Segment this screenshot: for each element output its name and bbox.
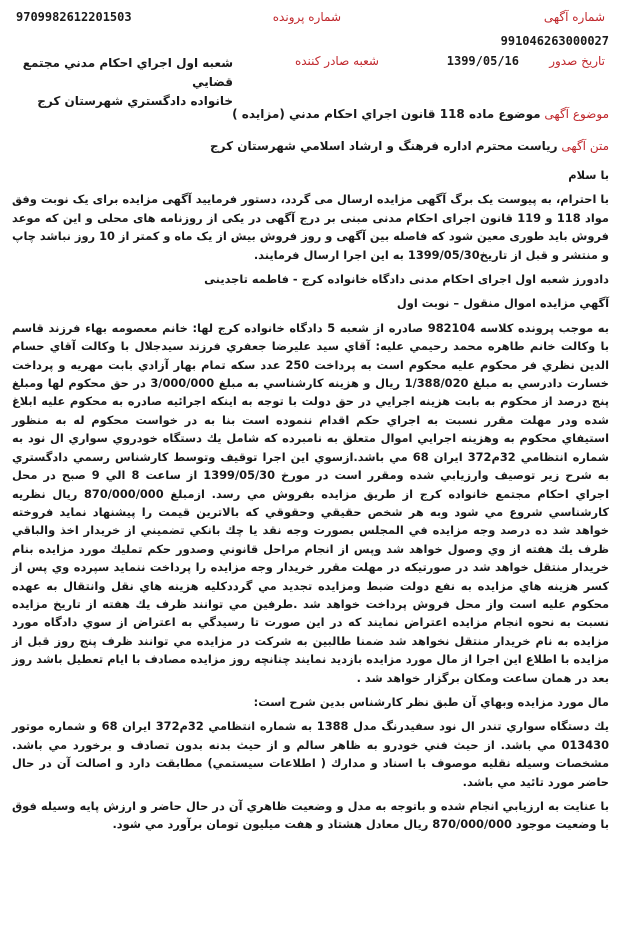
case-number-label: شماره پرونده xyxy=(272,10,341,24)
subject-label: موضوع آگهی xyxy=(544,107,609,121)
intro-paragraph: با احترام، به پیوست یک برگ آگهی مزایده ارسال می گردد، دستور فرمایید آگهی مزایده برای یک نوبت وفق مواد 118 و 119 قانون اجرای احکام مدنی مبنی بر درج آگهی در یکی از روزنامه های محلی و این که موعد فروش باید طوری معین شود که فاصله بین آگهی و روز فروش بیش از یک ماه و کمتر از 10 روز نباشد چاپ و منتشر و قبل از تاریخ1399/05/30 به این اجرا ارسال فرمایند. xyxy=(12,192,609,262)
vehicle-paragraph: يك دستگاه سواري تندر ال نود سفيدرنگ مدل 1388 به شماره انتظامي 32م372 ايران 68 و شماره موتور 013430 مي باشد. از حيث فني خودرو به ظاهر سالم و از حيث بدنه بدون تصادف و برخورد مي باشد. مشخصات وسيله نقليه موصوف با اسناد و مدارك ( اطلاعات سيستمي) مطابقت دارد و اصالت آن در حال حاضر مورد تائيد مي باشد. xyxy=(12,719,610,789)
text-row xyxy=(12,136,609,156)
text-label: متن آگهی xyxy=(561,139,609,153)
issuing-branch-line1: شعبه اول اجراي احكام مدني مجتمع قضايي xyxy=(22,56,233,89)
issue-date: 1399/05/16 xyxy=(446,54,519,68)
notice-number: 991046263000027 xyxy=(500,34,609,48)
valuation-paragraph: با عنايت به ارزيابي انجام شده و باتوجه به مدل و وضعيت ظاهري آن در حال حاضر و ارزش پايه وسيله فوق با وضعيت موجود 870/000/000 ريال معادل هشتاد و هفت ميليون تومان برآورد مي شود. xyxy=(12,799,609,832)
notice-number-label: شماره آگهی xyxy=(543,10,605,24)
notice-title: آگهي مزايده اموال منقول – نوبت اول xyxy=(396,296,609,311)
main-paragraph: به موجب پرونده كلاسه 982104 صادره از شعبه 5 دادگاه خانواده كرج لها: خانم معصومه بهاء فرزند قاسم با وكالت خانم طاهره محمد رحيمي عليه: آقاي سيد عليرضا جعفري فرزند سيدجلال با وكالت آقاي حسام الدين نظري فر محكوم عليه محكوم است به پرداخت 250 عدد سكه تمام بهار آزادي بابت مهريه و پرداخت خسارت دادرسي به مبلغ 1/388/020 ريال و هزينه كارشناسي به مبلغ 3/000/000 در حق محكوم لها ومبلغ پنج درصد از محكوم به بابت هزينه اجرايي در حق دولت با توجه به اينكه اجرائيه صادره به محكوم عليه ابلاغ شده ودر مهلت مقرر نسبت به اجراي حكم اقدام ننموده است بنا به در خواست محكوم له به منظور استيفاي محكوم به وهزينه اجرايي اموال متعلق به نامبرده كه شامل يك دستگاه خودروي سواري ال نود به شماره انتظامي 32م372 ايران 68 مي باشد.ازسوي اين اجرا توقيف وتوسط كارشناس رسمي دادگستري به شرح زير توصيف وارزيابي شده ومقرر است در مورخ 1399/05/30 از ساعت 8 الي 9 صبح در محل اجراي احكام مجتمع خانواده كرج از طريق مزايده بفروش مي رسد. ازمبلغ 870/000/000 ريال نظريه كارشناسي شروع مي شود وبه هر شخص حقيقي وحقوقي كه بالاترين قيمت را پيشنهاد نمايد فروخته خواهد شد ده درصد وجه مزايده في المجلس بصورت وجه نقد يا چك بانكي تضميني از خريدار اخذ والباقي ظرف يك هفته از وي وصول خواهد شد وپس از انجام مراحل قانوني وصدور حكم تمليك مورد مزايده بنام خريدار منتقل خواهد شد در صورتيكه در مهلت مقرر خريدار وجه مزايده را پرداخت ننمايد سپرده وي پس از كسر هزينه هاي مزايده به نفع دولت ضبط ومزايده تجديد مي گرددكليه هزينه هاي نقل وانتقال به عهده محكوم عليه است واز محل فروش پرداخت خواهد شد .طرفين مي توانند ظرف يك هفته از تاريخ مزايده نسبت به نحوه انجام مزايده اعتراض نمايند كه در اين صورت تا رسيدگي به اعتراض از سوي دادگاه مورد مزايده به نام خريدار منتقل نخواهد شد ضمنا طالبين به شركت در مزايده مي توانند ظرف پنج روز قبل از مزايده با اطلاع اين اجرا از مال مورد مزايده بازديد نمايند چنانچه روز مزايده مصادف با ايام تعطيل باشد روز بعد در همان ساعت ومكان برگزار خواهد شد . xyxy=(12,320,609,685)
issuing-branch-label: شعبه صادر کننده xyxy=(294,54,379,68)
recipient: رياست محترم اداره فرهنگ و ارشاد اسلامي شهرستان كرج xyxy=(210,139,558,153)
subject: موضوع ماده 118 قانون اجراي احكام مدني (مزايده ) xyxy=(232,107,541,121)
header-row-notice-number xyxy=(12,32,609,54)
signer-line: دادورز شعبه اول اجرای احکام مدنی دادگاه خانواده کرج - فاطمه تاجدینی xyxy=(204,272,609,287)
header-row-issue xyxy=(12,54,609,108)
header-row-numbers xyxy=(12,6,609,32)
greeting: با سلام xyxy=(568,168,609,182)
issuing-branch-line2: خانواده دادگستري شهرستان كرج xyxy=(37,94,233,108)
assessment-intro: مال مورد مزايده وبهاي آن طبق نظر كارشناس بدين شرح است: xyxy=(253,694,609,709)
issuing-branch xyxy=(18,54,233,111)
issue-date-label: تاریخ صدور xyxy=(549,54,605,68)
case-number: 9709982612201503 xyxy=(16,10,132,24)
